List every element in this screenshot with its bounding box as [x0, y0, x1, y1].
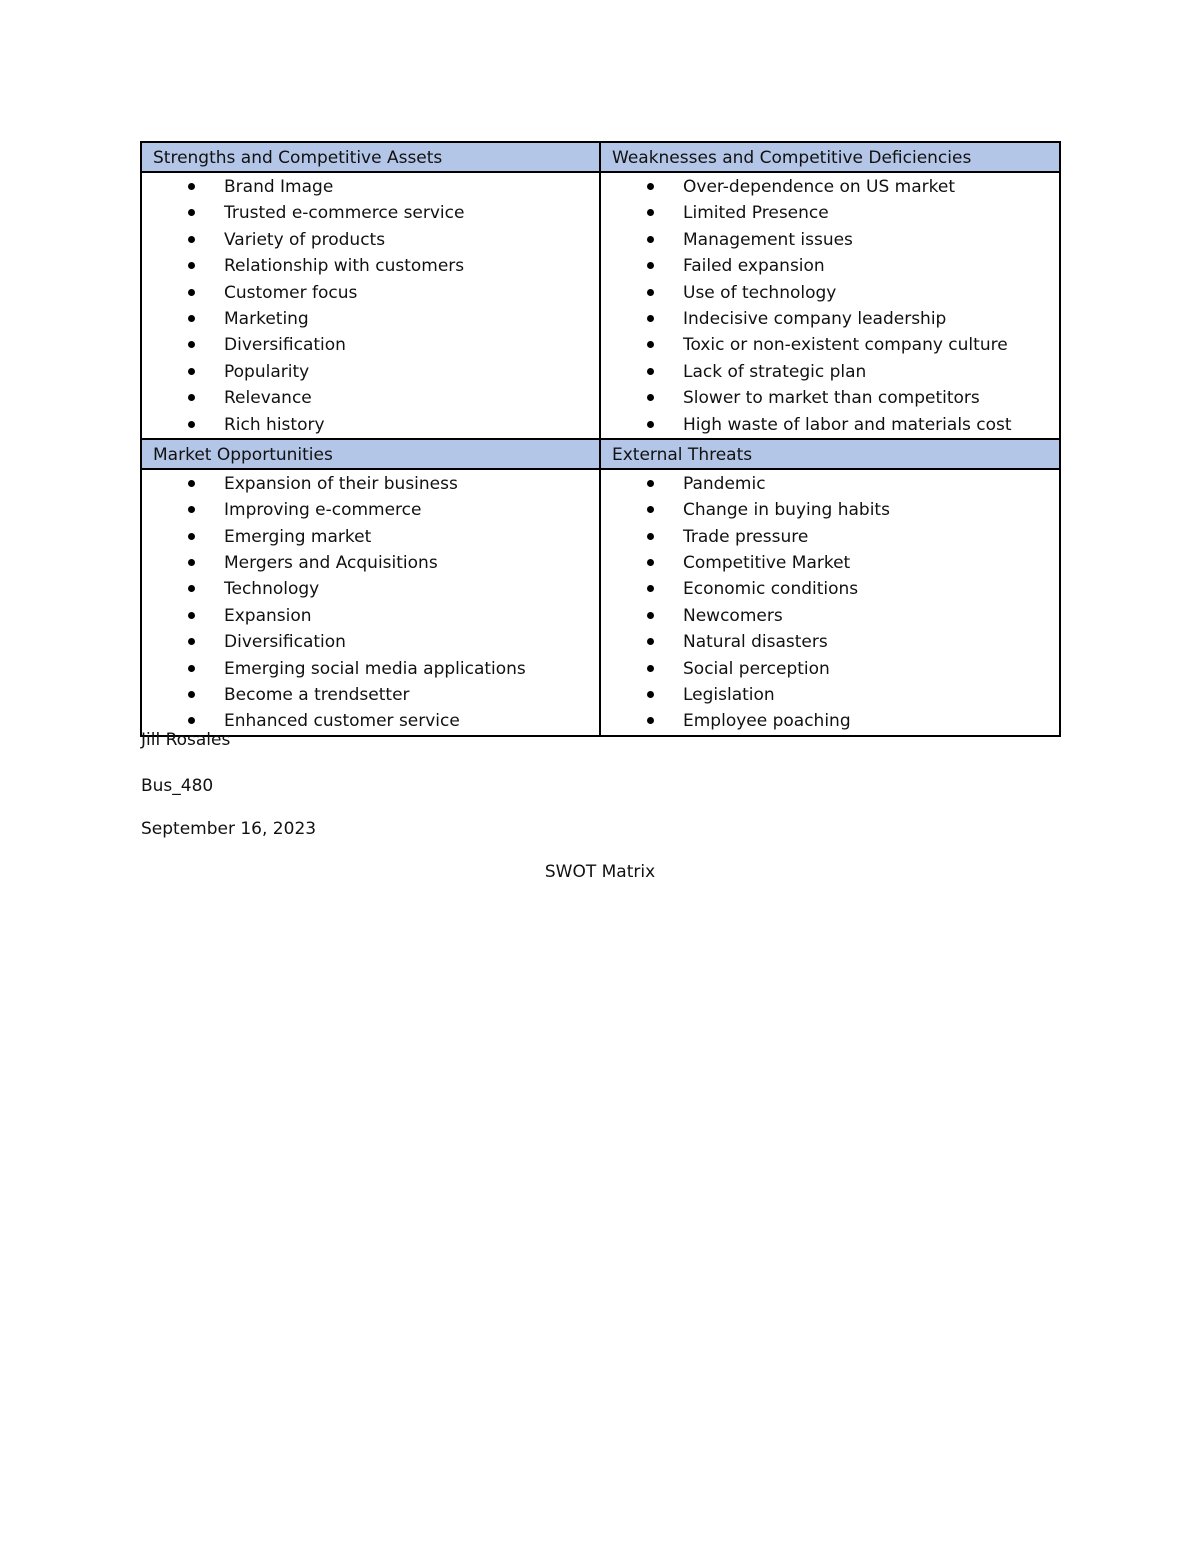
list-item: Relationship with customers — [142, 253, 599, 279]
list-item: Economic conditions — [601, 576, 1059, 602]
list-item: Diversification — [142, 629, 599, 655]
strengths-cell — [141, 172, 600, 439]
weaknesses-heading: Weaknesses and Competitive Deficiencies — [600, 142, 1060, 172]
document-title: SWOT Matrix — [544, 862, 656, 882]
list-item: Improving e-commerce — [142, 497, 599, 523]
list-item: Expansion of their business — [142, 471, 599, 497]
list-item: Management issues — [601, 227, 1059, 253]
list-item: Over-dependence on US market — [601, 174, 1059, 200]
list-item: Relevance — [142, 385, 599, 411]
threats-cell — [600, 469, 1060, 736]
swot-matrix-table — [140, 141, 1061, 737]
list-item: Newcomers — [601, 603, 1059, 629]
weaknesses-cell — [600, 172, 1060, 439]
list-item: Emerging market — [142, 524, 599, 550]
list-item: Limited Presence — [601, 200, 1059, 226]
course-code: Bus_480 — [141, 776, 214, 796]
list-item: Rich history — [142, 412, 599, 438]
list-item: Customer focus — [142, 280, 599, 306]
swot-list-row-top — [141, 172, 1060, 439]
strengths-heading: Strengths and Competitive Assets — [141, 142, 600, 172]
list-item: Social perception — [601, 656, 1059, 682]
swot-list-row-bottom — [141, 469, 1060, 736]
strengths-list — [142, 173, 599, 438]
list-item: Expansion — [142, 603, 599, 629]
swot-header-row-bottom — [141, 439, 1060, 469]
list-item: Pandemic — [601, 471, 1059, 497]
list-item: Lack of strategic plan — [601, 359, 1059, 385]
swot-header-row-top — [141, 142, 1060, 172]
list-item: Technology — [142, 576, 599, 602]
opportunities-list — [142, 470, 599, 735]
list-item: Competitive Market — [601, 550, 1059, 576]
threats-list — [601, 470, 1059, 735]
list-item: Trusted e-commerce service — [142, 200, 599, 226]
list-item: Trade pressure — [601, 524, 1059, 550]
list-item: Change in buying habits — [601, 497, 1059, 523]
list-item: Natural disasters — [601, 629, 1059, 655]
list-item: Mergers and Acquisitions — [142, 550, 599, 576]
opportunities-cell — [141, 469, 600, 736]
list-item: Diversification — [142, 332, 599, 358]
list-item: Indecisive company leadership — [601, 306, 1059, 332]
list-item: Use of technology — [601, 280, 1059, 306]
list-item: Brand Image — [142, 174, 599, 200]
author-name: Jill Rosales — [141, 730, 231, 750]
list-item: Employee poaching — [601, 708, 1059, 734]
list-item: Slower to market than competitors — [601, 385, 1059, 411]
list-item: Popularity — [142, 359, 599, 385]
list-item: Toxic or non-existent company culture — [601, 332, 1059, 358]
document-date: September 16, 2023 — [141, 819, 317, 839]
opportunities-heading: Market Opportunities — [141, 439, 600, 469]
list-item: Failed expansion — [601, 253, 1059, 279]
list-item: Emerging social media applications — [142, 656, 599, 682]
list-item: Marketing — [142, 306, 599, 332]
list-item: Become a trendsetter — [142, 682, 599, 708]
list-item: Legislation — [601, 682, 1059, 708]
list-item: Enhanced customer service — [142, 708, 599, 734]
list-item: High waste of labor and materials cost — [601, 412, 1059, 438]
weaknesses-list — [601, 173, 1059, 438]
threats-heading: External Threats — [600, 439, 1060, 469]
list-item: Variety of products — [142, 227, 599, 253]
